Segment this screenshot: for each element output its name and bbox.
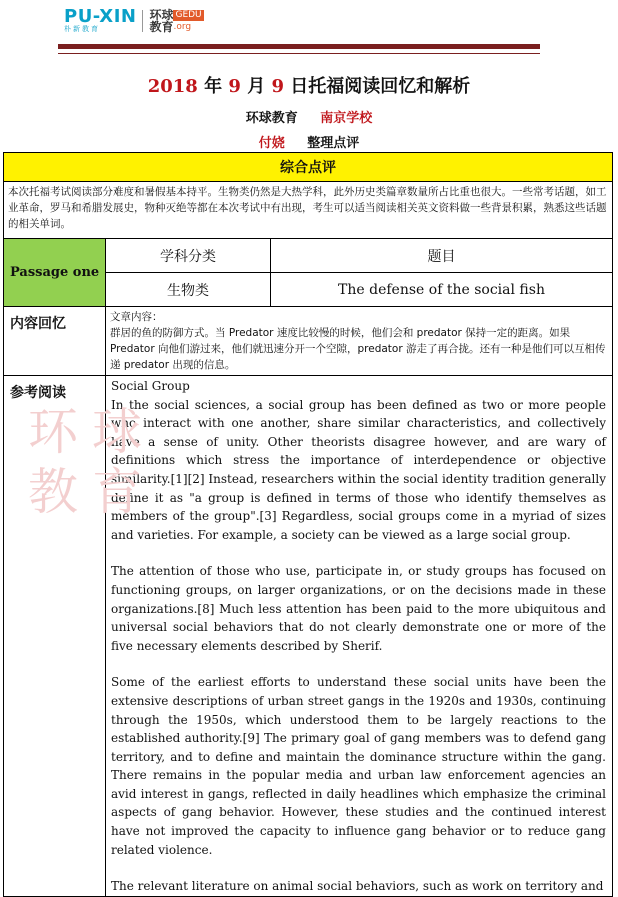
title-text-rest: 日托福阅读回忆和解析	[284, 76, 471, 97]
header-rule-thin	[58, 53, 540, 54]
logo-cn-2: 教育	[149, 20, 174, 34]
header-rule-thick	[58, 44, 540, 49]
subtitle-org-line	[0, 107, 618, 126]
title-year: 2018	[147, 76, 198, 97]
overview-heading: 综合点评	[4, 153, 613, 182]
logo-cn: 环球	[149, 8, 174, 22]
analysis-table	[3, 152, 613, 897]
subtitle-author: 付娆	[258, 136, 285, 151]
logo-en: GEDU	[175, 9, 202, 20]
reading-content	[106, 376, 613, 897]
watermark-line-2: 教育	[28, 463, 156, 521]
logo-org: .org	[173, 21, 192, 32]
logo	[64, 8, 204, 34]
recall-line-1: 文章内容：	[110, 311, 163, 323]
recall-line-2: 群居的鱼的防御方式。当 Predator 速度比较慢的时候，他们会和 predator 保持一定的距离。如果 Predator 向他们游过来，他们就迅速分开一个空隙，predator 游走了再合拢。还有一种是他们可以互相传递 predator 出现的信息。	[110, 327, 606, 371]
title-month: 9	[228, 76, 241, 97]
watermark-line-1: 环球	[28, 403, 156, 461]
subtitle-org: 环球教育	[245, 111, 298, 126]
reading-paragraph-3: Some of the earliest efforts to understand these social units have been the extensive descriptions of urban street gangs in the 1920s and 1930s, continuing through the 1950s, which understood them to be largely reactions to the established authority.[9] The primary goal of gang members was to defend gang territory, and to define and maintain the dominance structure within the gang. There remains in the popular media and urban law enforcement agencies an avid interest in gangs, reflected in daily headlines which emphasize the criminal aspects of gang behavior. However, these studies and the continued interest have not improved the capacity to influence gang behavior or to reduce gang related violence.	[111, 675, 606, 857]
reading-paragraph-4: The relevant literature on animal social behaviors, such as work on territory and	[111, 879, 604, 894]
category-value: 生物类	[106, 273, 271, 307]
logo-brand-sub: 朴新教育	[64, 25, 100, 33]
subtitle-author-line	[0, 132, 618, 151]
title-text-year: 年	[197, 76, 229, 97]
reading-paragraph-2: The attention of those who use, participate in, or study groups has focused on functioning groups, on larger organizations, or on the decisions made in these organizations.[8] Much less attention has been paid to the more ubiquitous and universal social behaviors that do not clearly demonstrate one or more of the five necessary elements described by Sherif.	[111, 564, 606, 653]
page-title	[0, 72, 618, 98]
reading-title: Social Group	[111, 379, 190, 393]
topic-value: The defense of the social fish	[271, 273, 613, 307]
logo-brand: PU-XIN	[64, 6, 137, 27]
subtitle-school: 南京学校	[320, 111, 373, 126]
column-header-category: 学科分类	[106, 239, 271, 273]
title-text-month: 月	[240, 76, 272, 97]
recall-label: 内容回忆	[4, 307, 106, 376]
column-header-topic: 题目	[271, 239, 613, 273]
logo-divider	[142, 10, 143, 32]
reading-label: 参考阅读	[4, 376, 106, 897]
title-day: 9	[271, 76, 284, 97]
reading-paragraph-1: In the social sciences, a social group has been defined as two or more people who interact with one another, share similar characteristics, and collectively have a sense of unity. Other theorists disagree however, and are wary of definitions which stress the importance of interdependence or objective similarity.[1][2] Instead, researchers within the social identity tradition generally define it as "a group is defined in terms of those who identify themselves as members of the group".[3] Regardless, social groups come in a myriad of sizes and varieties. For example, a society can be viewed as a large social group.	[111, 397, 606, 542]
overview-text: 本次托福考试阅读部分难度和暑假基本持平。生物类仍然是大热学科，此外历史类篇章数量所占比重也很大。一些常考话题，如工业革命，罗马和希腊发展史，物种灭绝等都在本次考试中有出现，考生可以适当阅读相关英文资料做一些背景积累，熟悉这些话题的相关单词。	[4, 182, 613, 239]
recall-content	[106, 307, 613, 376]
passage-label: Passage one	[4, 239, 106, 307]
subtitle-role: 整理点评	[307, 136, 360, 151]
